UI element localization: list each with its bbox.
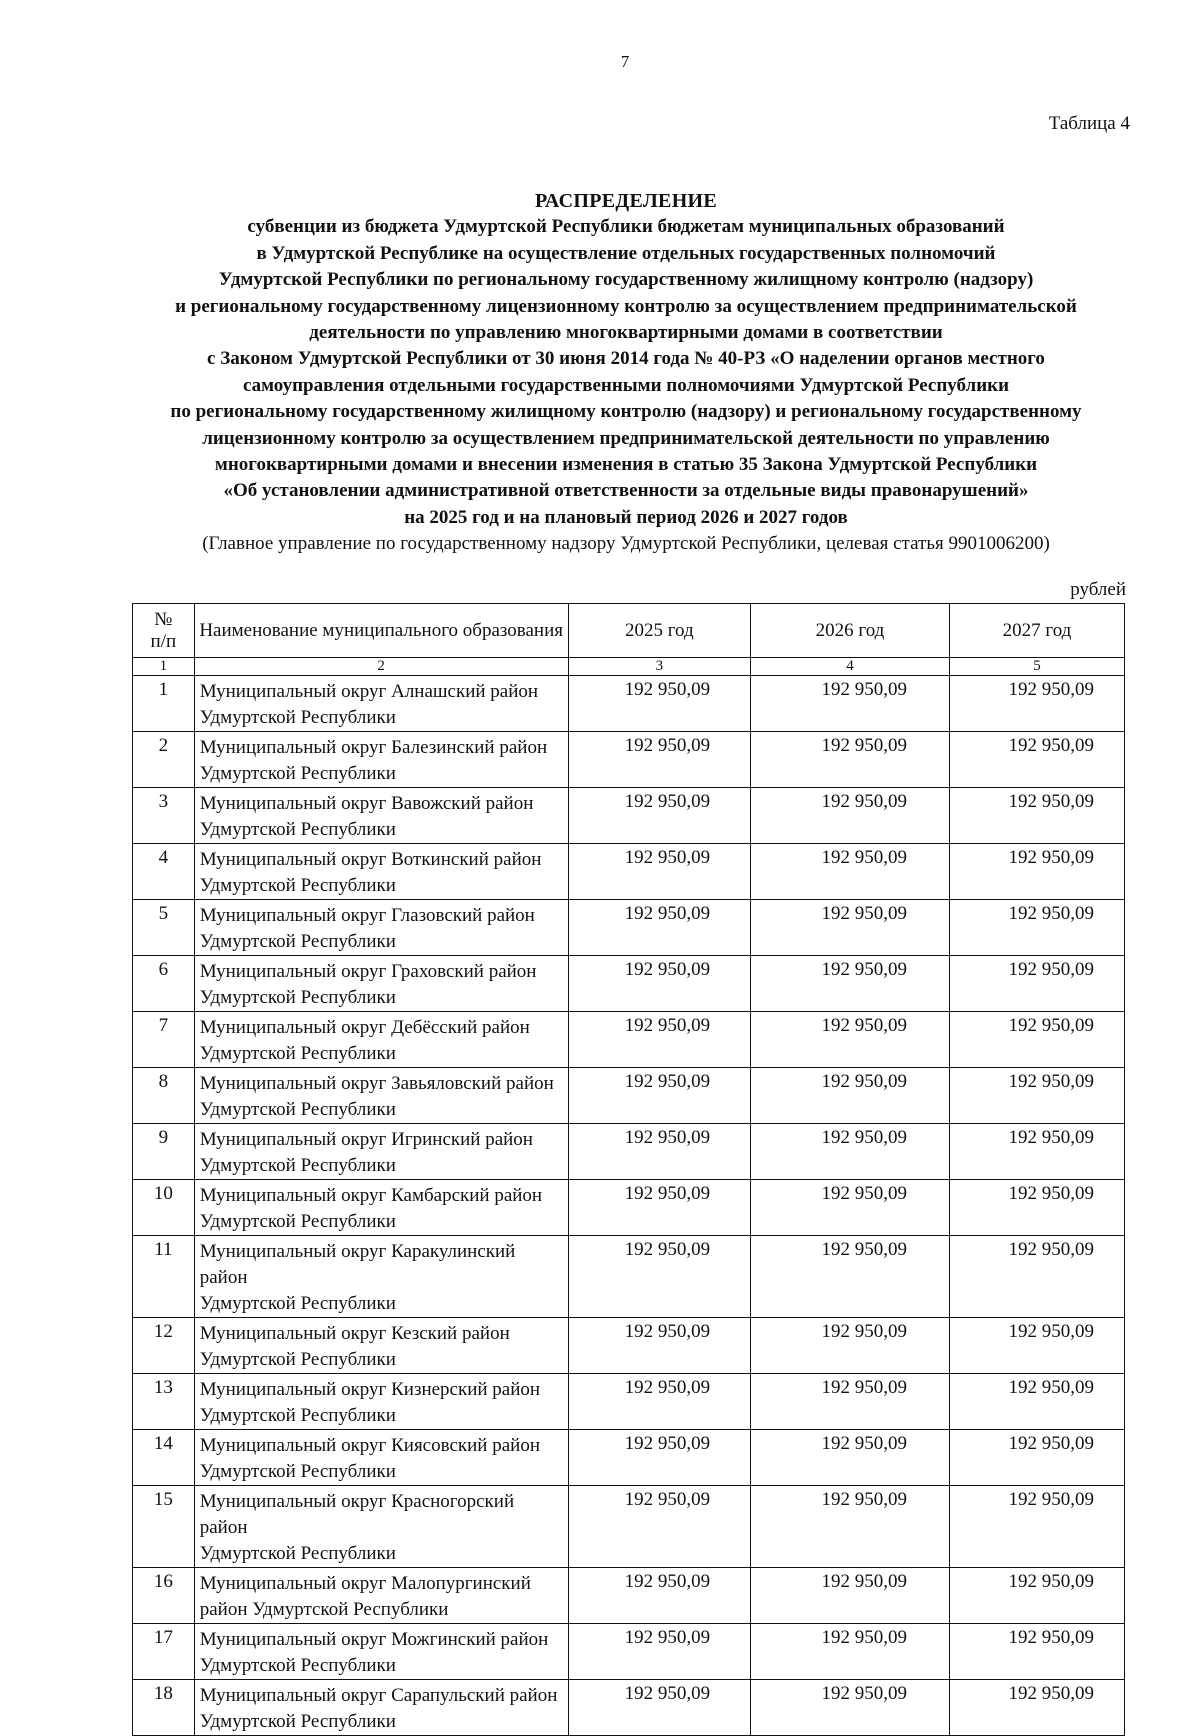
heading-line: с Законом Удмуртской Республики от 30 июня 2014 года № 40-РЗ «О наделении органов местного (207, 348, 1045, 370)
amount-2025: 192 950,09 (568, 900, 750, 956)
amount-2027: 192 950,09 (949, 732, 1124, 788)
amount-2027: 192 950,09 (949, 1568, 1124, 1624)
municipality-name (194, 1430, 568, 1486)
table-row (133, 1318, 1125, 1374)
amount-2026: 192 950,09 (751, 1680, 950, 1736)
municipality-name-line: Удмуртской Республики (199, 875, 396, 896)
amount-2025: 192 950,09 (568, 788, 750, 844)
municipality-name (194, 1180, 568, 1236)
subvention-table (132, 603, 1125, 1736)
table-row (133, 676, 1125, 732)
table-row (133, 844, 1125, 900)
amount-2027: 192 950,09 (949, 844, 1124, 900)
amount-2027: 192 950,09 (949, 1318, 1124, 1374)
row-number: 15 (133, 1486, 195, 1568)
municipality-name-line: Муниципальный округ Каракулинский район (199, 1241, 516, 1288)
amount-2026: 192 950,09 (751, 844, 950, 900)
table-row (133, 732, 1125, 788)
amount-2025: 192 950,09 (568, 1430, 750, 1486)
heading-title: РАСПРЕДЕЛЕНИЕ (534, 190, 718, 212)
table-header-row (133, 604, 1125, 658)
amount-2027: 192 950,09 (949, 1180, 1124, 1236)
table-row (133, 1068, 1125, 1124)
municipality-name (194, 1068, 568, 1124)
table-row (133, 1124, 1125, 1180)
municipality-name-line: Удмуртской Республики (199, 1655, 396, 1676)
amount-2027: 192 950,09 (949, 1486, 1124, 1568)
amount-2025: 192 950,09 (568, 1318, 750, 1374)
row-number: 2 (133, 732, 195, 788)
amount-2025: 192 950,09 (568, 1012, 750, 1068)
municipality-name (194, 732, 568, 788)
amount-2025: 192 950,09 (568, 1486, 750, 1568)
municipality-name-line: Муниципальный округ Можгинский район (199, 1629, 549, 1650)
amount-2026: 192 950,09 (751, 1430, 950, 1486)
row-number: 18 (133, 1680, 195, 1736)
amount-2026: 192 950,09 (751, 676, 950, 732)
municipality-name-line: Муниципальный округ Глазовский район (199, 905, 535, 926)
column-number: 1 (133, 658, 195, 676)
row-number: 11 (133, 1236, 195, 1318)
table-row (133, 788, 1125, 844)
heading-line: деятельности по управлению многоквартирными домами в соответствии (309, 322, 943, 344)
municipality-name (194, 1012, 568, 1068)
municipality-name-line: Муниципальный округ Кезский район (199, 1323, 510, 1344)
amount-2026: 192 950,09 (751, 1318, 950, 1374)
table-row (133, 1568, 1125, 1624)
row-number: 8 (133, 1068, 195, 1124)
table-label: Таблица 4 (1048, 113, 1130, 134)
row-number: 1 (133, 676, 195, 732)
table-row (133, 1430, 1125, 1486)
municipality-name (194, 1624, 568, 1680)
column-number: 2 (194, 658, 568, 676)
header-2026: 2026 год (751, 604, 950, 658)
amount-2026: 192 950,09 (751, 1568, 950, 1624)
municipality-name (194, 844, 568, 900)
row-number: 17 (133, 1624, 195, 1680)
row-number: 16 (133, 1568, 195, 1624)
amount-2026: 192 950,09 (751, 956, 950, 1012)
heading-line: и региональному государственному лицензионному контролю за осуществлением предпринимательской (175, 295, 1077, 317)
column-number-row (133, 658, 1125, 676)
amount-2027: 192 950,09 (949, 956, 1124, 1012)
amount-2025: 192 950,09 (568, 1374, 750, 1430)
amount-2026: 192 950,09 (751, 1012, 950, 1068)
municipality-name-line: Удмуртской Республики (199, 819, 396, 840)
amount-2025: 192 950,09 (568, 732, 750, 788)
municipality-name-line: Удмуртской Республики (199, 1349, 396, 1370)
amount-2025: 192 950,09 (568, 1124, 750, 1180)
amount-2027: 192 950,09 (949, 1068, 1124, 1124)
header-num (133, 604, 195, 658)
table-row (133, 900, 1125, 956)
table-row (133, 956, 1125, 1012)
currency-unit: рублей (1070, 579, 1126, 600)
municipality-name-line: Удмуртской Республики (199, 707, 396, 728)
heading-subtitle: (Главное управление по государственному надзору Удмуртской Республики, целевая статья 9901006200) (202, 533, 1050, 555)
row-number: 6 (133, 956, 195, 1012)
municipality-name-line: район Удмуртской Республики (199, 1599, 449, 1620)
amount-2026: 192 950,09 (751, 1068, 950, 1124)
municipality-name-line: Удмуртской Республики (199, 987, 396, 1008)
municipality-name (194, 956, 568, 1012)
municipality-name-line: Муниципальный округ Красногорский район (199, 1491, 515, 1538)
municipality-name-line: Удмуртской Республики (199, 1211, 396, 1232)
municipality-name-line: Муниципальный округ Воткинский район (199, 849, 542, 870)
municipality-name-line: Муниципальный округ Киясовский район (199, 1435, 540, 1456)
amount-2027: 192 950,09 (949, 1430, 1124, 1486)
municipality-name-line: Муниципальный округ Балезинский район (199, 737, 548, 758)
municipality-name (194, 788, 568, 844)
municipality-name-line: Муниципальный округ Кизнерский район (199, 1379, 541, 1400)
heading-line: лицензионному контролю за осуществлением предпринимательской деятельности по управлению (202, 427, 1050, 449)
row-number: 9 (133, 1124, 195, 1180)
municipality-name (194, 1236, 568, 1318)
table-row (133, 1624, 1125, 1680)
municipality-name (194, 900, 568, 956)
header-2025: 2025 год (568, 604, 750, 658)
municipality-name-line: Удмуртской Республики (199, 1099, 396, 1120)
municipality-name-line: Муниципальный округ Малопургинский (199, 1573, 531, 1594)
table-row (133, 1374, 1125, 1430)
amount-2025: 192 950,09 (568, 1180, 750, 1236)
row-number: 12 (133, 1318, 195, 1374)
header-num-part: п/п (150, 630, 177, 652)
amount-2026: 192 950,09 (751, 732, 950, 788)
municipality-name (194, 1318, 568, 1374)
municipality-name-line: Муниципальный округ Сарапульский район (199, 1685, 558, 1706)
municipality-name-line: Муниципальный округ Игринский район (199, 1129, 533, 1150)
header-name: Наименование муниципального образования (194, 604, 568, 658)
amount-2027: 192 950,09 (949, 1236, 1124, 1318)
table-row (133, 1012, 1125, 1068)
amount-2026: 192 950,09 (751, 1624, 950, 1680)
municipality-name (194, 1374, 568, 1430)
amount-2027: 192 950,09 (949, 1374, 1124, 1430)
row-number: 14 (133, 1430, 195, 1486)
municipality-name (194, 1568, 568, 1624)
heading-line: Удмуртской Республики по региональному государственному жилищному контролю (надзору) (218, 269, 1034, 291)
document-heading (120, 188, 1132, 558)
municipality-name-line: Муниципальный округ Алнашский район (199, 681, 539, 702)
amount-2025: 192 950,09 (568, 676, 750, 732)
table-row (133, 1236, 1125, 1318)
heading-line: по региональному государственному жилищному контролю (надзору) и региональному государственному (170, 401, 1082, 423)
municipality-name-line: Удмуртской Республики (199, 1543, 396, 1564)
amount-2027: 192 950,09 (949, 900, 1124, 956)
amount-2026: 192 950,09 (751, 1236, 950, 1318)
heading-line: субвенции из бюджета Удмуртской Республики бюджетам муниципальных образований (247, 216, 1005, 238)
municipality-name-line: Муниципальный округ Камбарский район (199, 1185, 543, 1206)
municipality-name-line: Муниципальный округ Завьяловский район (199, 1073, 554, 1094)
amount-2025: 192 950,09 (568, 1236, 750, 1318)
amount-2026: 192 950,09 (751, 1486, 950, 1568)
page-number: 7 (620, 52, 630, 71)
municipality-name (194, 1680, 568, 1736)
municipality-name-line: Муниципальный округ Граховский район (199, 961, 537, 982)
heading-line: в Удмуртской Республике на осуществление отдельных государственных полномочий (256, 242, 996, 264)
column-number: 5 (949, 658, 1124, 676)
header-2027: 2027 год (949, 604, 1124, 658)
municipality-name-line: Удмуртской Республики (199, 763, 396, 784)
amount-2026: 192 950,09 (751, 788, 950, 844)
table-row (133, 1180, 1125, 1236)
row-number: 10 (133, 1180, 195, 1236)
municipality-name (194, 1124, 568, 1180)
amount-2025: 192 950,09 (568, 844, 750, 900)
amount-2026: 192 950,09 (751, 1124, 950, 1180)
amount-2027: 192 950,09 (949, 676, 1124, 732)
amount-2025: 192 950,09 (568, 956, 750, 1012)
municipality-name-line: Удмуртской Республики (199, 931, 396, 952)
municipality-name-line: Муниципальный округ Дебёсский район (199, 1017, 530, 1038)
municipality-name-line: Удмуртской Республики (199, 1461, 396, 1482)
amount-2026: 192 950,09 (751, 1180, 950, 1236)
amount-2026: 192 950,09 (751, 900, 950, 956)
row-number: 5 (133, 900, 195, 956)
amount-2025: 192 950,09 (568, 1568, 750, 1624)
amount-2027: 192 950,09 (949, 1124, 1124, 1180)
amount-2025: 192 950,09 (568, 1068, 750, 1124)
row-number: 13 (133, 1374, 195, 1430)
row-number: 4 (133, 844, 195, 900)
municipality-name-line: Удмуртской Республики (199, 1155, 396, 1176)
amount-2025: 192 950,09 (568, 1624, 750, 1680)
municipality-name (194, 676, 568, 732)
table-row (133, 1486, 1125, 1568)
municipality-name-line: Удмуртской Республики (199, 1043, 396, 1064)
amount-2027: 192 950,09 (949, 788, 1124, 844)
amount-2025: 192 950,09 (568, 1680, 750, 1736)
municipality-name-line: Удмуртской Республики (199, 1405, 396, 1426)
amount-2027: 192 950,09 (949, 1624, 1124, 1680)
amount-2027: 192 950,09 (949, 1012, 1124, 1068)
municipality-name (194, 1486, 568, 1568)
table-row (133, 1680, 1125, 1736)
municipality-name-line: Муниципальный округ Вавожский район (199, 793, 534, 814)
heading-line: на 2025 год и на плановый период 2026 и 2027 годов (404, 506, 848, 528)
amount-2026: 192 950,09 (751, 1374, 950, 1430)
column-number: 4 (751, 658, 950, 676)
municipality-name-line: Удмуртской Республики (199, 1293, 396, 1314)
heading-line: самоуправления отдельными государственными полномочиями Удмуртской Республики (242, 374, 1010, 396)
heading-line: «Об установлении административной ответственности за отдельные виды правонарушений» (223, 480, 1029, 502)
column-number: 3 (568, 658, 750, 676)
header-num-part: № (154, 608, 173, 630)
amount-2027: 192 950,09 (949, 1680, 1124, 1736)
heading-line: многоквартирными домами и внесении изменения в статью 35 Закона Удмуртской Республики (214, 454, 1038, 476)
municipality-name-line: Удмуртской Республики (199, 1711, 396, 1732)
row-number: 7 (133, 1012, 195, 1068)
row-number: 3 (133, 788, 195, 844)
